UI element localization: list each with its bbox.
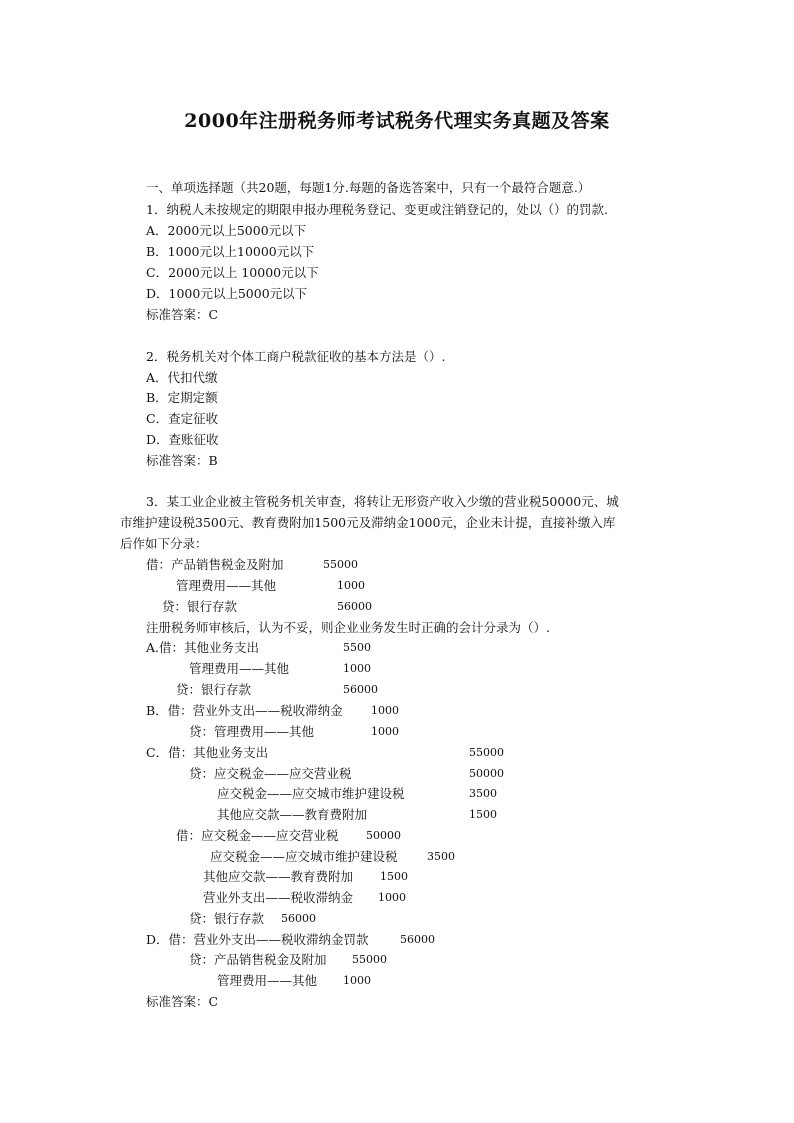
section-heading: 一、单项选择题（共20题，每题1分.每题的备选答案中，只有一个最符合题意.） [146,180,591,195]
q3-option-b-amount: 1000 [371,725,399,738]
q3-stem-line-1: 3．某工业企业被主管税务机关审查，将转让无形资产收入少缴的营业税50000元、城 [146,494,619,509]
q3-option-c-line: 贷：银行存款 [189,911,265,926]
q3-option-c-amount: 56000 [281,912,316,925]
q3-stem-line-2: 市维护建设税3500元、教育费附加1500元及滞纳金1000元，企业未计提，直接补缴入库 [120,515,616,530]
q3-option-c-line: 营业外支出——税收滞纳金 [203,890,354,905]
q3-option-c-line: 应交税金——应交城市维护建设税 [210,849,398,864]
q1-stem: 1．纳税人未按规定的期限申报办理税务登记、变更或注销登记的，处以（）的罚款. [146,202,608,217]
q3-option-b-line: 贷：管理费用——其他 [189,724,315,739]
q3-option-a-line: 贷：银行存款 [176,682,252,697]
q1-option-d: D．1000元以上5000元以下 [146,286,308,301]
q3-option-a-line: 管理费用——其他 [189,661,290,676]
q3-option-d-amount: 55000 [352,953,387,966]
q3-option-d-amount: 1000 [343,974,371,987]
q3-option-c-line: C．借：其他业务支出 [146,745,269,760]
q3-option-c-line: 其他应交款——教育费附加 [203,869,354,884]
q3-option-c-amount: 50000 [469,767,504,780]
q3-option-d-amount: 56000 [400,933,435,946]
q3-option-a-line: A.借：其他业务支出 [146,640,260,655]
q2-option-a: A．代扣代缴 [146,370,218,385]
q3-option-d-line: 管理费用——其他 [217,973,318,988]
q3-option-d-line: D．借：营业外支出——税收滞纳金罚款 [146,932,369,947]
q3-option-d-line: 贷：产品销售税金及附加 [189,952,327,967]
entry-line: 管理费用——其他 [176,578,277,593]
q3-option-b-line: B．借：营业外支出——税收滞纳金 [146,703,343,718]
q1-option-b: B．1000元以上10000元以下 [146,244,315,259]
q3-stem-line-3: 后作如下分录： [120,536,208,551]
page-title: 2000年注册税务师考试税务代理实务真题及答案 [184,110,610,132]
entry-line: 贷：银行存款 [162,599,238,614]
q3-answer: 标准答案：C [146,994,219,1009]
entry-amount: 55000 [323,558,358,571]
q2-stem: 2．税务机关对个体工商户税款征收的基本方法是（）. [146,349,446,364]
q3-option-c-line: 应交税金——应交城市维护建设税 [217,786,405,801]
q3-option-b-amount: 1000 [371,704,399,717]
q3-option-a-amount: 1000 [343,662,371,675]
q3-prompt: 注册税务师审核后，认为不妥，则企业业务发生时正确的会计分录为（）. [146,620,550,635]
q3-option-a-amount: 56000 [343,683,378,696]
q2-option-b: B．定期定额 [146,390,218,405]
q2-answer: 标准答案：B [146,453,218,468]
q3-option-c-line: 贷：应交税金——应交营业税 [189,766,352,781]
q3-option-c-line: 借：应交税金——应交营业税 [176,828,339,843]
q3-option-c-amount: 1500 [469,808,497,821]
entry-line: 借：产品销售税金及附加 [146,557,284,572]
q3-option-a-amount: 5500 [343,641,371,654]
q1-option-a: A．2000元以上5000元以下 [146,223,307,238]
q3-option-c-amount: 55000 [469,746,504,759]
entry-amount: 1000 [337,579,365,592]
entry-amount: 56000 [337,600,372,613]
q2-option-d: D．查账征收 [146,432,219,447]
q3-option-c-amount: 3500 [427,850,455,863]
q3-option-c-amount: 1500 [380,870,408,883]
q3-option-c-line: 其他应交款——教育费附加 [217,807,368,822]
q3-option-c-amount: 3500 [469,787,497,800]
q2-option-c: C．查定征收 [146,411,219,426]
q1-answer: 标准答案：C [146,307,219,322]
q1-option-c: C．2000元以上 10000元以下 [146,265,319,280]
q3-option-c-amount: 1000 [378,891,406,904]
q3-option-c-amount: 50000 [366,829,401,842]
